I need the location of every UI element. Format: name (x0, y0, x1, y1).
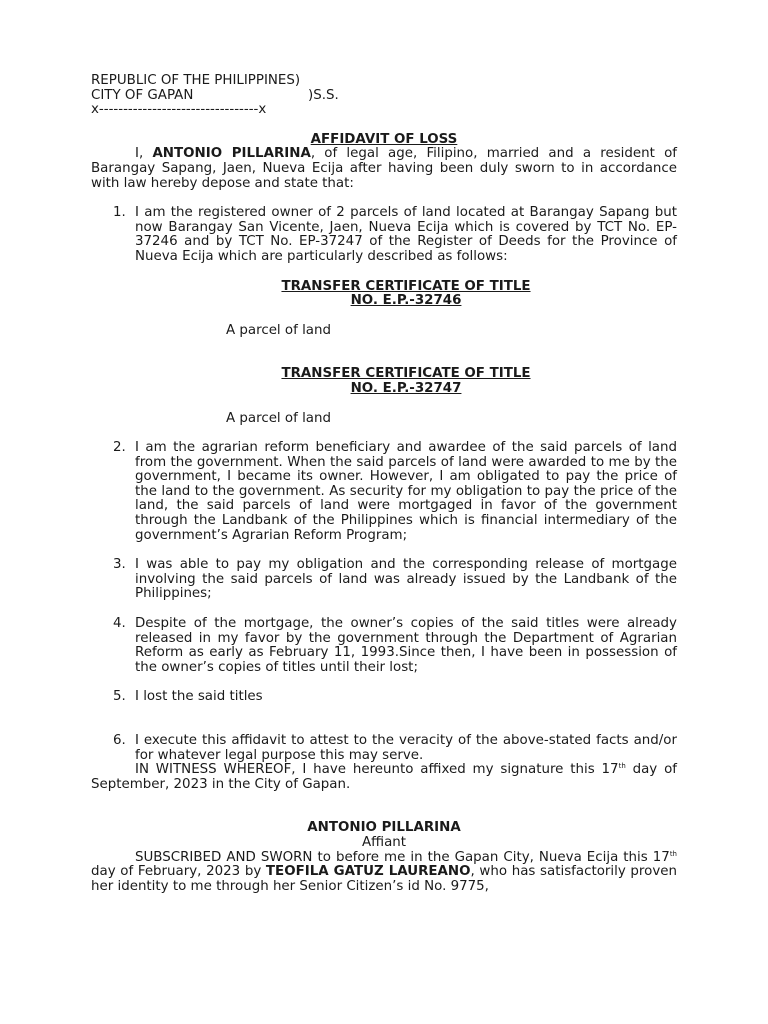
tct-number: NO. E.P.-32747 (350, 380, 462, 396)
caption-block (91, 74, 677, 118)
intro-prefix: I, (135, 146, 153, 162)
list-item-6 (113, 734, 677, 763)
list-text: I am the registered owner of 2 parcels of land located at Barangay Sapang but now Barangay San Vicente, Jaen, Nueva Ecija which is covered by TCT No. EP-37246 and by TCT No. EP-37247 of the Register of Deeds for the Province of Nueva Ecija which are particularly described as follows: (135, 205, 677, 264)
caption-separator: x---------------------------------x (91, 102, 267, 118)
list-number: 2. (113, 440, 126, 456)
tct-heading: TRANSFER CERTIFICATE OF TITLE (281, 278, 531, 294)
witness-ordinal: th (618, 762, 626, 771)
list-item-5 (113, 690, 677, 705)
affiant-name: ANTONIO PILLARINA (152, 146, 311, 162)
witness-text-end: day of September, 2023 in the City of Gapan. (91, 762, 677, 792)
tct-description: A parcel of land (226, 322, 331, 338)
list-item-4 (113, 617, 677, 675)
tct-block-1 (91, 280, 677, 309)
jurat-text-mid: day of February, 2023 by (91, 864, 266, 880)
jurat-paragraph (91, 851, 677, 895)
jurat-text: SUBSCRIBED AND SWORN to before me in the Gapan City, Nueva Ecija this 17 (135, 849, 670, 865)
tct-block-2 (91, 367, 677, 396)
list-number: 1. (113, 205, 126, 221)
list-number: 3. (113, 557, 126, 573)
affidavit-page (91, 74, 677, 894)
caption-city: CITY OF GAPAN (91, 87, 194, 103)
list-text: I lost the said titles (135, 689, 263, 705)
signatory-role: Affiant (361, 834, 407, 850)
witness-paragraph (91, 763, 677, 792)
signature-block (91, 821, 677, 850)
tct-number: NO. E.P.-32746 (350, 293, 462, 309)
list-number: 4. (113, 616, 126, 632)
list-text: Despite of the mortgage, the owner’s copies of the said titles were already released in my favor by the government through the Department of Agrarian Reform as early as February 11, 1993.Since then, I have been in possession of the owner’s copies of titles until their lost; (135, 616, 677, 675)
tct-heading: TRANSFER CERTIFICATE OF TITLE (281, 366, 531, 382)
tct-description: A parcel of land (226, 410, 331, 426)
intro-rest: , of legal age, Filipino, married and a resident of Barangay Sapang, Jaen, Nueva Ecija after having been duly sworn to in accordance with law hereby depose and state that: (91, 146, 677, 191)
witness-text: IN WITNESS WHEREOF, I have hereunto affixed my signature this 17 (135, 762, 619, 778)
list-item-3 (113, 558, 677, 602)
caption-city-line (91, 89, 677, 104)
list-number: 6. (113, 733, 126, 748)
intro-paragraph (91, 147, 677, 191)
caption-republic: REPUBLIC OF THE PHILIPPINES) (91, 73, 301, 88)
list-item-1 (113, 206, 677, 264)
caption-ss: )S.S. (308, 87, 339, 103)
list-item-2 (113, 441, 677, 543)
jurat-person-name: TEOFILA GATUZ LAUREANO (265, 864, 471, 880)
jurat-text-end: , who has satisfactorily proven her identity to me through her Senior Citizen’s id No. 9775, (91, 864, 677, 894)
list-text: I execute this affidavit to attest to the veracity of the above-stated facts and/or for whatever legal purpose this may serve. (135, 733, 677, 763)
list-number: 5. (113, 689, 126, 705)
jurat-ordinal: th (669, 849, 677, 858)
list-text: I am the agrarian reform beneficiary and awardee of the said parcels of land from the government. When the said parcels of land were awarded to me by the government, I became its owner. However, I am obligated to pay the price of the land to the government. As security for my obligation to pay the price of the land, the said parcels of land were mortgaged in favor of the government through the Landbank of the Philippines which is financial intermediary of the government’s Agrarian Reform Program; (135, 440, 677, 543)
list-text: I was able to pay my obligation and the corresponding release of mortgage involving the said parcels of land was already issued by the Landbank of the Philippines; (135, 557, 677, 602)
document-title: AFFIDAVIT OF LOSS (310, 131, 458, 147)
signatory-name: ANTONIO PILLARINA (307, 820, 461, 836)
